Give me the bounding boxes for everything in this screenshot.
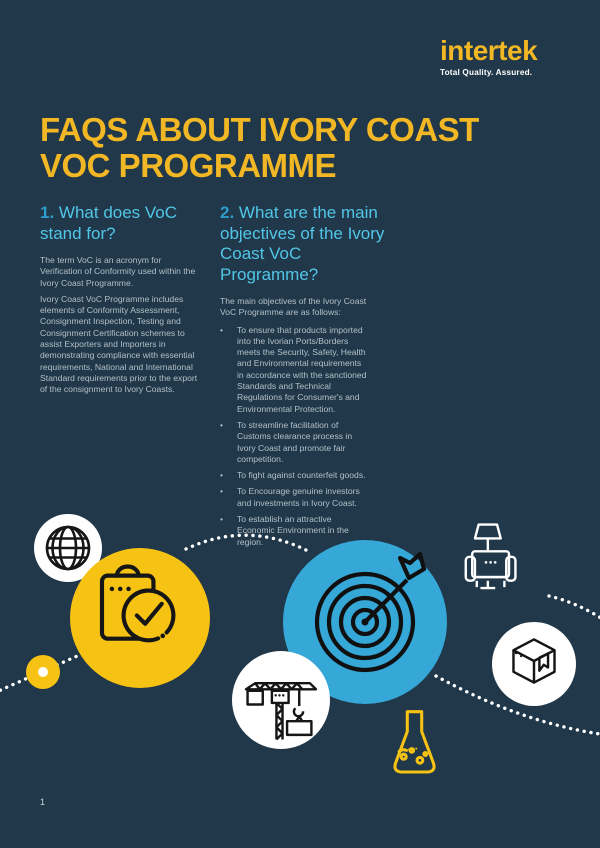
list-item: • To Encourage genuine investors and investments in Ivory Coast. — [220, 486, 400, 509]
page-title: FAQS ABOUT IVORY COAST VOC PROGRAMME — [40, 111, 479, 184]
illustration-band — [0, 490, 600, 848]
chemical-flask-icon — [395, 712, 434, 772]
section-2-intro: The main objectives of the Ivory Coast VoC Programme are as follows: — [220, 296, 367, 318]
furniture-icon — [466, 525, 516, 588]
list-item: • To fight against counterfeit goods. — [220, 470, 400, 481]
section-1 — [40, 203, 203, 401]
section-2-question: What are the main objectives of the Ivory Coast VoC Programme? — [220, 203, 385, 284]
inspection-checklist-icon — [70, 548, 210, 688]
section-1-heading — [40, 203, 218, 244]
list-item: • To establish an attractive Economic Environment in the region. — [220, 514, 400, 548]
package-box-icon — [492, 622, 576, 706]
section-1-question: What does VoC stand for? — [40, 203, 178, 243]
section-2-number: 2. — [220, 203, 235, 222]
section-1-body — [40, 255, 198, 396]
section-1-number: 1. — [40, 203, 55, 222]
list-item: • To streamline facilitation of Customs clearance process in Ivory Coast and promote fair competition. — [220, 420, 400, 465]
paragraph: Ivory Coast VoC Programme includes elements of Conformity Assessment, Consignment Inspection, Testing and Consignment Certification schemes to assist Exporters and Importers in demonstrating compliance with essential requirements, National and International Standard requirements prior to the export of the consignment to Ivory Coasts. — [40, 293, 198, 395]
section-2-heading — [220, 203, 398, 285]
brand-tagline: Total Quality. Assured. — [440, 68, 533, 77]
paragraph: The term VoC is an acronym for Verification of Conformity used within the Ivory Coast Programme. — [40, 255, 196, 288]
connector-node-icon — [26, 655, 60, 689]
intertek-logo: intertek — [440, 35, 538, 66]
list-item: • To ensure that products imported into the Ivorian Ports/Borders meets the Security, Safety, Health and Environmental requirements in accordance with the sanctioned Standards and Technical Regulations for Consumer's and Environmental Protection. — [220, 325, 400, 415]
construction-crane-icon — [232, 651, 330, 749]
brand-block — [440, 36, 560, 77]
page-number: 1 — [40, 797, 46, 807]
